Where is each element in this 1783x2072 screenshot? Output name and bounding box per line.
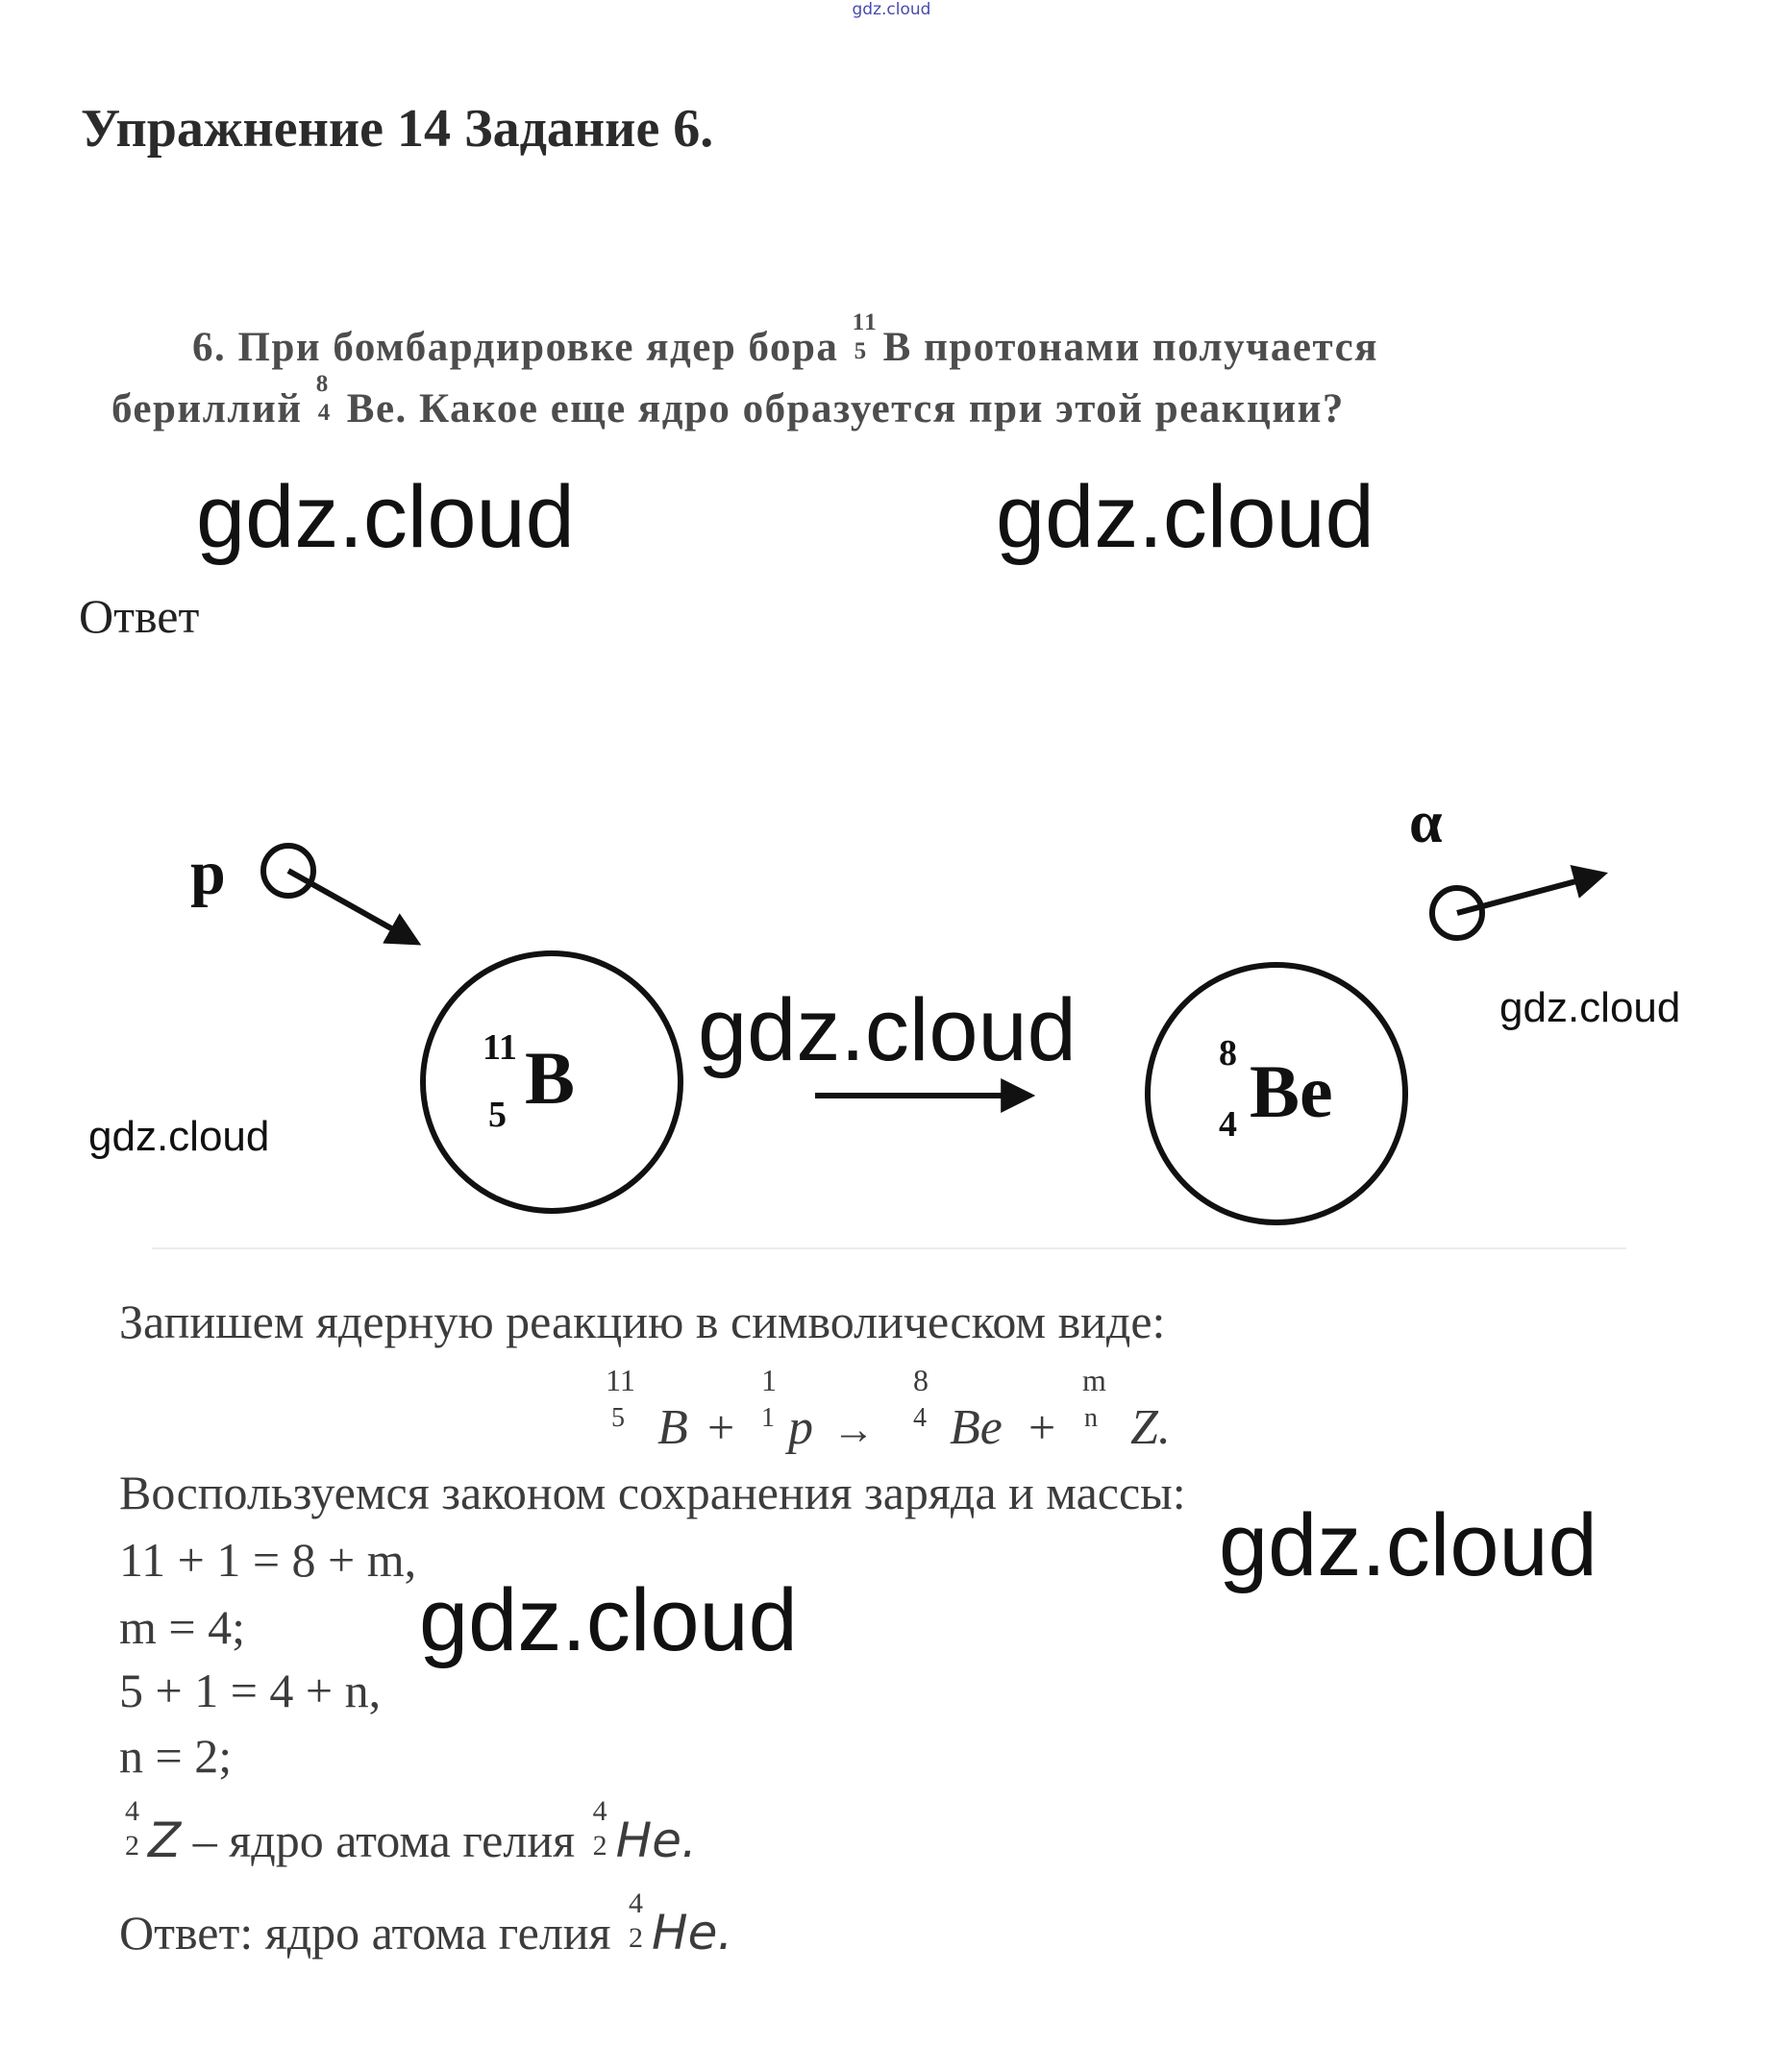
- section-divider: [152, 1247, 1626, 1249]
- solution-conclusion: 4 2 Z – ядро атома гелия 4 2 He.: [119, 1807, 697, 1868]
- page-title: Упражнение 14 Задание 6.: [81, 99, 714, 159]
- solution-step-charge-equation: 5 + 1 = 4 + n,: [119, 1664, 382, 1717]
- top-watermark: gdz.cloud: [852, 0, 931, 19]
- watermark: gdz.cloud: [196, 468, 575, 566]
- watermark: gdz.cloud: [88, 1113, 270, 1160]
- solution-intro: Запишем ядерную реакцию в символическом виде:: [119, 1295, 1166, 1348]
- final-answer: Ответ: ядро атома гелия 4 2 He.: [119, 1887, 733, 1961]
- proton-arrow: [288, 871, 415, 942]
- task-text: бериллий: [111, 386, 314, 432]
- watermark: gdz.cloud: [698, 981, 1077, 1079]
- watermark: gdz.cloud: [1499, 984, 1681, 1031]
- watermark: gdz.cloud: [419, 1571, 798, 1669]
- beryllium-isotope-notation: 8 4: [315, 371, 332, 426]
- task-line-1: [192, 309, 1379, 379]
- answer-label: Ответ: [79, 589, 200, 643]
- solution-law: Воспользуемся законом сохранения заряда и массы:: [119, 1466, 1186, 1519]
- beryllium-mass-number: 8: [1219, 1033, 1237, 1073]
- alpha-arrow: [1457, 875, 1601, 913]
- solution-step-charge-result: n = 2;: [119, 1729, 233, 1783]
- solution-step-mass-result: m = 4;: [119, 1600, 245, 1654]
- helium-notation: 4 2: [629, 1887, 644, 1954]
- boron-symbol: B: [882, 325, 912, 370]
- boron-nucleus-symbol: B: [525, 1036, 576, 1120]
- helium-notation: 4 2: [592, 1795, 607, 1862]
- task-text: При бомбардировке ядер бора: [237, 325, 851, 370]
- watermark: gdz.cloud: [996, 468, 1374, 566]
- alpha-label: α: [1409, 790, 1443, 855]
- boron-mass-number: 11: [483, 1027, 517, 1068]
- beryllium-charge-number: 4: [1219, 1104, 1237, 1145]
- boron-charge-number: 5: [488, 1095, 507, 1135]
- task-text: . Какое еще ядро образуется при этой реакции?: [395, 386, 1345, 432]
- watermark: gdz.cloud: [1219, 1496, 1597, 1594]
- task-text: протонами получается: [911, 325, 1379, 370]
- boron-isotope-notation: 11 5: [852, 309, 879, 364]
- beryllium-nucleus-symbol: Be: [1250, 1049, 1333, 1133]
- task-line-2: [111, 371, 1345, 440]
- beryllium-symbol: Be: [346, 386, 396, 432]
- task-number: 6.: [192, 325, 227, 370]
- z-notation: 4 2: [125, 1795, 139, 1862]
- proton-label: p: [190, 838, 226, 908]
- reaction-equation: 11 5 B + 1 1 p → 8 4 Be + m n Z.: [606, 1363, 1171, 1455]
- solution-step-mass-equation: 11 + 1 = 8 + m,: [119, 1533, 417, 1587]
